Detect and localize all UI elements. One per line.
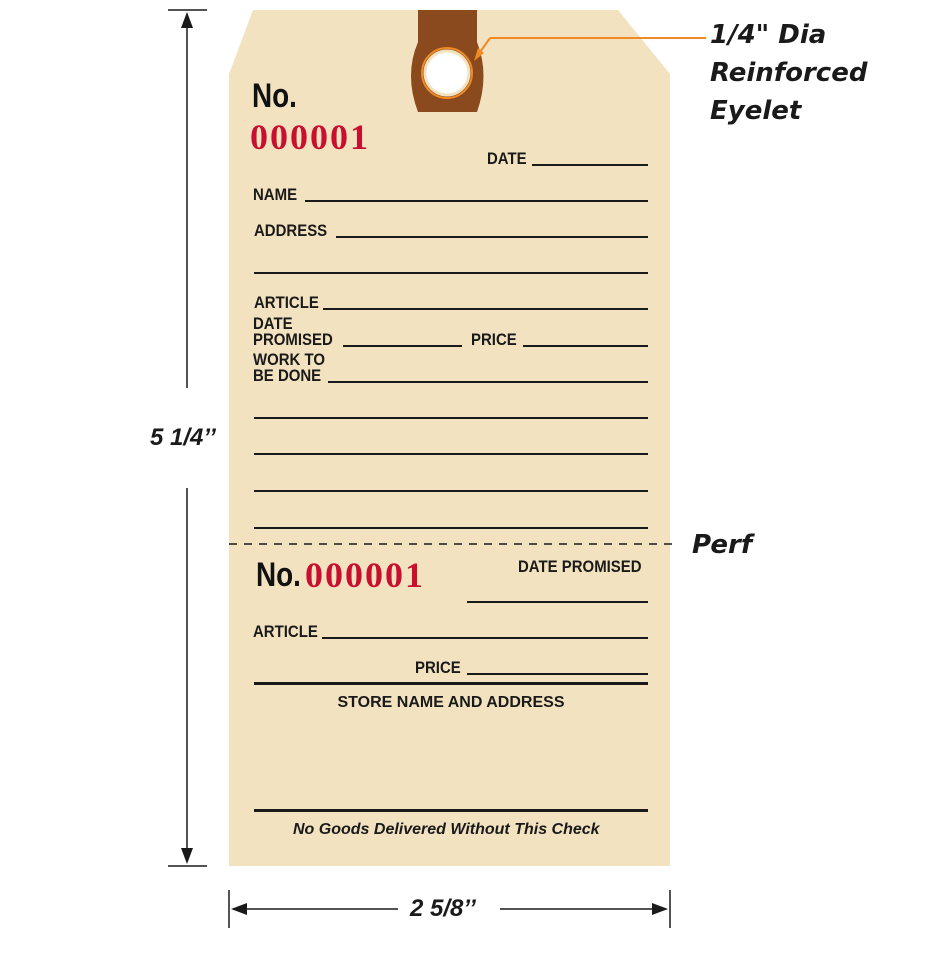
- bottom-serial-number: 000001: [305, 555, 425, 595]
- bottom-date-promised-label: DATE PROMISED: [518, 557, 642, 576]
- price-line[interactable]: [523, 345, 648, 347]
- eyelet-callout-line2: Reinforced: [710, 58, 868, 88]
- date-line[interactable]: [532, 164, 648, 166]
- reinforced-eyelet-icon: [425, 51, 469, 95]
- article-line[interactable]: [323, 308, 648, 310]
- address-label: ADDRESS: [254, 221, 328, 240]
- footer-note: No Goods Delivered Without This Check: [293, 821, 600, 838]
- bottom-article-label: ARTICLE: [253, 622, 318, 641]
- width-dimension-label: 2 5/8’’: [410, 895, 476, 922]
- article-label: ARTICLE: [254, 293, 319, 312]
- name-line[interactable]: [305, 200, 648, 202]
- address-line-2[interactable]: [254, 272, 648, 274]
- bottom-price-line[interactable]: [467, 673, 648, 675]
- date-promised-label-line1: DATE: [253, 314, 293, 333]
- eyelet-callout-line3: Eyelet: [710, 96, 802, 126]
- store-divider: [254, 682, 648, 685]
- work-line-2[interactable]: [254, 417, 648, 419]
- work-line-4[interactable]: [254, 490, 648, 492]
- eyelet-callout-line1: 1/4" Dia: [710, 20, 827, 50]
- work-line-3[interactable]: [254, 453, 648, 455]
- store-name-label: STORE NAME AND ADDRESS: [337, 694, 565, 711]
- date-promised-line[interactable]: [343, 345, 462, 347]
- perf-callout: Perf: [692, 530, 753, 560]
- store-bottom-divider: [254, 809, 648, 812]
- address-line[interactable]: [336, 236, 648, 238]
- date-label: DATE: [487, 149, 527, 168]
- work-to-be-done-label-line1: WORK TO: [253, 350, 326, 369]
- bottom-price-label: PRICE: [415, 658, 461, 677]
- work-to-be-done-label-line2: BE DONE: [253, 366, 322, 385]
- price-label: PRICE: [471, 330, 517, 349]
- bottom-no-label: No.: [256, 556, 301, 594]
- date-promised-label-line2: PROMISED: [253, 330, 333, 349]
- work-line-1[interactable]: [328, 381, 648, 383]
- top-no-label: No.: [252, 77, 297, 115]
- bottom-article-line[interactable]: [322, 637, 648, 639]
- eyelet-callout: [710, 16, 867, 130]
- height-dimension-label: 5 1/4’’: [150, 424, 216, 451]
- top-serial-number: 000001: [250, 117, 370, 157]
- name-label: NAME: [253, 185, 298, 204]
- work-line-5[interactable]: [254, 527, 648, 529]
- bottom-date-promised-line[interactable]: [467, 601, 648, 603]
